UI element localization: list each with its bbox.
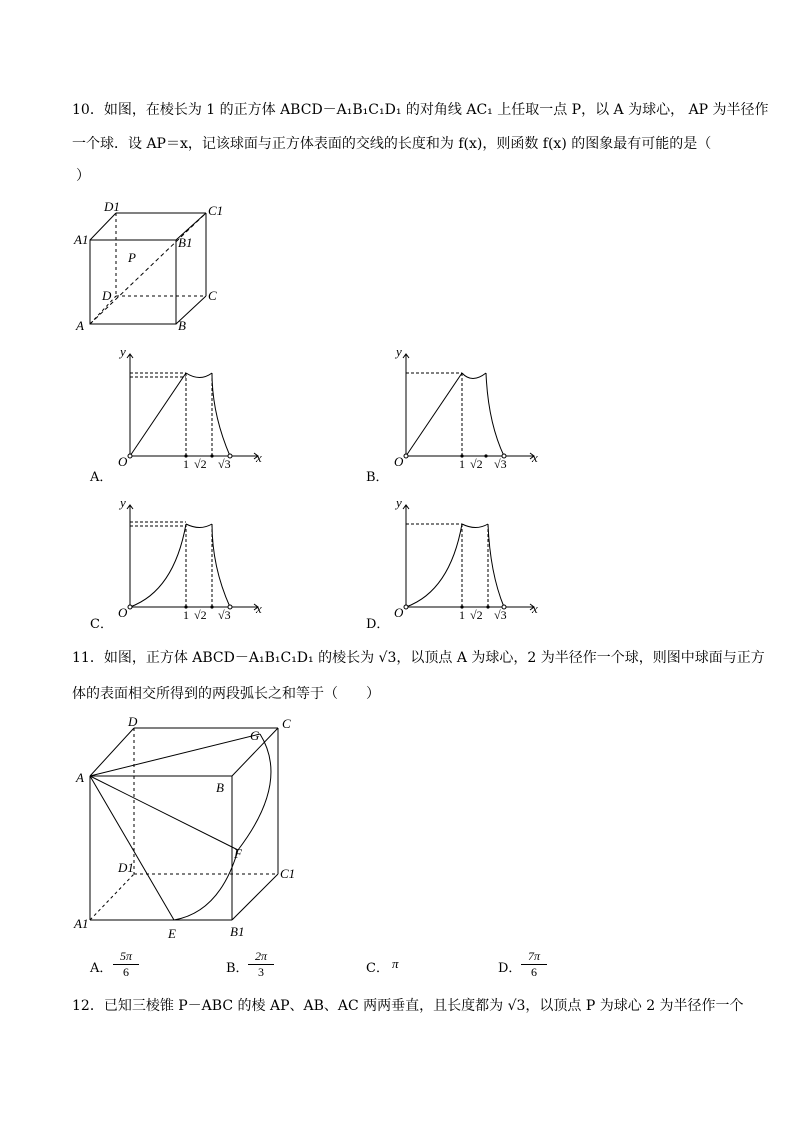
denominator: 3 [258, 965, 264, 979]
q12-line-1: 12．已知三棱锥 P－ABC 的棱 AP、AB、AC 两两垂直，且长度都为 √3，以顶点 P 为球心 2 为半径作一个 [72, 998, 744, 1014]
q10-line-3: ） [76, 168, 90, 184]
option-a-label: A． [90, 470, 113, 485]
label-A: A [76, 318, 84, 333]
graph-option-d[interactable] [384, 495, 544, 620]
label-B: B [178, 318, 186, 333]
label-D: D [128, 714, 138, 729]
option-b-label: B． [366, 470, 389, 485]
axis-x: x [256, 450, 262, 465]
q10-line-1: 10．如图，在棱长为 1 的正方体 ABCD－A₁B₁C₁D₁ 的对角线 AC₁ 上任取一点 P，以 A 为球心， AP 为半径作 [72, 102, 769, 118]
tick-1: 1 [459, 608, 465, 620]
q11-option-c-value[interactable]: π [392, 956, 399, 971]
axis-y: y [120, 495, 126, 510]
label-B1: B1 [178, 235, 193, 250]
q11-line-1: 11．如图，正方体 ABCD－A₁B₁C₁D₁ 的棱长为 √3，以顶点 A 为球心，2 为半径作一个球，则图中球面与正方 [72, 650, 765, 666]
label-B1: B1 [230, 924, 245, 939]
axis-x: x [532, 601, 538, 616]
q11-option-d-label: D． [498, 961, 522, 976]
q10-cube-figure [70, 196, 230, 336]
graph-option-b[interactable] [384, 344, 544, 469]
q11-option-a-value[interactable] [113, 949, 139, 980]
graph-option-a[interactable] [108, 344, 268, 469]
q10-line-2: 一个球．设 AP＝x，记该球面与正方体表面的交线的长度和为 f(x)，则函数 f(x) 的图象最有可能的是（ [72, 136, 712, 152]
option-c-label: C． [90, 617, 113, 632]
tick-sqrt3: √3 [494, 457, 507, 469]
origin: O [118, 605, 128, 620]
label-D: D [102, 288, 112, 303]
origin: O [394, 454, 404, 469]
numerator: 2π [248, 949, 274, 965]
label-E: E [168, 926, 176, 941]
tick-1: 1 [183, 608, 189, 620]
graph-option-c[interactable] [108, 495, 268, 620]
numerator: 7π [521, 949, 547, 965]
tick-1: 1 [459, 457, 465, 469]
tick-sqrt2: √2 [470, 457, 483, 469]
q11-option-a-label: A． [90, 961, 113, 976]
label-A: A [76, 770, 84, 785]
label-A1: A1 [74, 232, 89, 247]
label-C: C [282, 716, 291, 731]
q11-option-d-value[interactable] [521, 949, 547, 980]
tick-1: 1 [183, 457, 189, 469]
label-C1: C1 [280, 866, 296, 881]
label-C: C [208, 288, 217, 303]
axis-y: y [120, 344, 126, 359]
origin: O [118, 454, 128, 469]
option-d-label: D． [366, 617, 390, 632]
q11-option-c-label: C． [366, 961, 389, 976]
tick-sqrt2: √2 [194, 608, 207, 620]
q11-line-2: 体的表面相交所得到的两段弧长之和等于（ ） [72, 686, 380, 702]
q11-option-b-label: B． [226, 961, 249, 976]
tick-sqrt3: √3 [218, 608, 231, 620]
axis-y: y [396, 495, 402, 510]
label-C1: C1 [208, 203, 224, 218]
label-D1: D1 [104, 199, 120, 214]
origin: O [394, 605, 404, 620]
denominator: 6 [531, 965, 537, 979]
axis-x: x [256, 601, 262, 616]
tick-sqrt2: √2 [470, 608, 483, 620]
label-P: P [128, 250, 136, 265]
label-G: G [250, 728, 260, 743]
label-F: F [234, 846, 242, 861]
axis-y: y [396, 344, 402, 359]
tick-sqrt3: √3 [494, 608, 507, 620]
axis-x: x [532, 450, 538, 465]
denominator: 6 [123, 965, 129, 979]
tick-sqrt3: √3 [218, 457, 231, 469]
numerator: 5π [113, 949, 139, 965]
label-B: B [216, 780, 224, 795]
q11-option-b-value[interactable] [248, 949, 274, 980]
label-D1: D1 [118, 860, 134, 875]
tick-sqrt2: √2 [194, 457, 207, 469]
q11-cube-figure [70, 712, 310, 942]
label-A1: A1 [74, 916, 89, 931]
